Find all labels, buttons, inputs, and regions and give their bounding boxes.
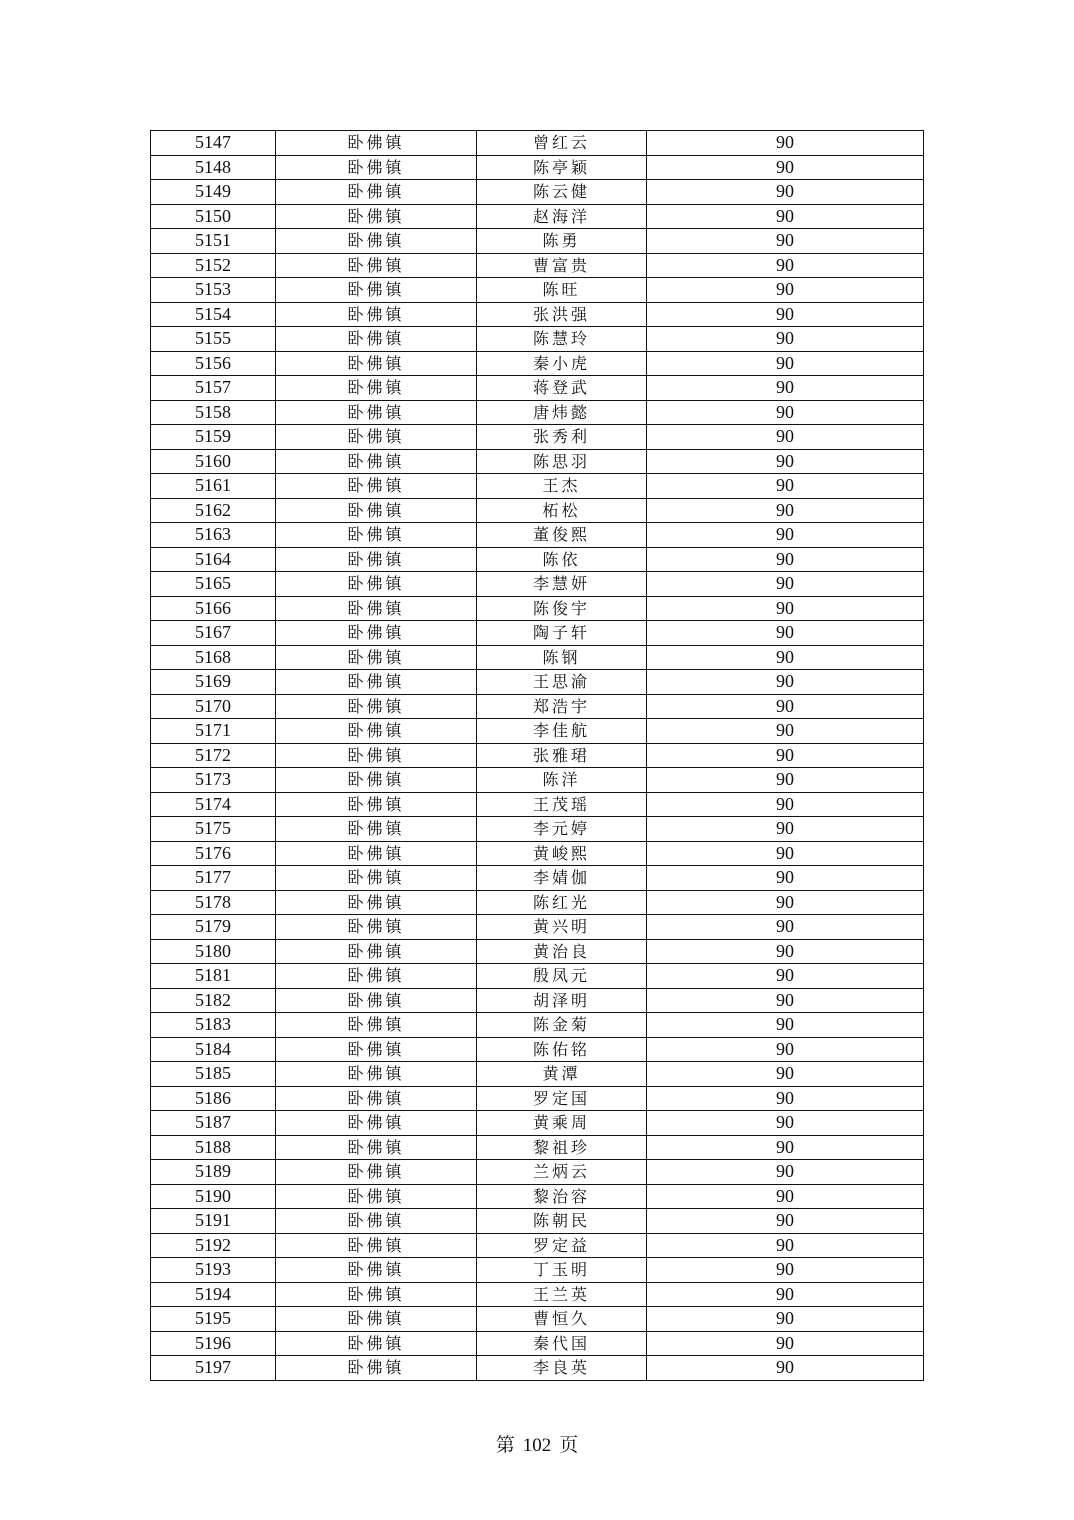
table-row: [151, 204, 924, 229]
name-cell: 胡泽明: [477, 988, 647, 1013]
town-cell: 卧佛镇: [276, 890, 477, 915]
name-cell: 陈朝民: [477, 1209, 647, 1234]
score-cell: 90: [647, 327, 924, 352]
table-row: [151, 596, 924, 621]
town-cell: 卧佛镇: [276, 939, 477, 964]
town-cell: 卧佛镇: [276, 694, 477, 719]
score-cell: 90: [647, 1307, 924, 1332]
serial-number-cell: 5180: [151, 939, 276, 964]
score-cell: 90: [647, 572, 924, 597]
serial-number-cell: 5195: [151, 1307, 276, 1332]
score-cell: 90: [647, 1013, 924, 1038]
name-cell: 丁玉明: [477, 1258, 647, 1283]
page-number: 102: [522, 1435, 552, 1456]
score-cell: 90: [647, 1111, 924, 1136]
score-cell: 90: [647, 964, 924, 989]
serial-number-cell: 5190: [151, 1184, 276, 1209]
serial-number-cell: 5153: [151, 278, 276, 303]
town-cell: 卧佛镇: [276, 547, 477, 572]
table-row: [151, 645, 924, 670]
serial-number-cell: 5186: [151, 1086, 276, 1111]
score-cell: 90: [647, 180, 924, 205]
table-row: [151, 180, 924, 205]
name-cell: 王思渝: [477, 670, 647, 695]
score-cell: 90: [647, 1086, 924, 1111]
table-row: [151, 939, 924, 964]
name-cell: 陈亭颖: [477, 155, 647, 180]
name-cell: 罗定国: [477, 1086, 647, 1111]
serial-number-cell: 5160: [151, 449, 276, 474]
score-cell: 90: [647, 939, 924, 964]
serial-number-cell: 5154: [151, 302, 276, 327]
serial-number-cell: 5157: [151, 376, 276, 401]
score-cell: 90: [647, 841, 924, 866]
town-cell: 卧佛镇: [276, 1062, 477, 1087]
table-row: [151, 817, 924, 842]
table-row: [151, 547, 924, 572]
name-cell: 李婧伽: [477, 866, 647, 891]
town-cell: 卧佛镇: [276, 523, 477, 548]
name-cell: 董俊熙: [477, 523, 647, 548]
serial-number-cell: 5176: [151, 841, 276, 866]
table-row: [151, 376, 924, 401]
town-cell: 卧佛镇: [276, 1282, 477, 1307]
score-cell: 90: [647, 131, 924, 156]
table-row: [151, 1160, 924, 1185]
serial-number-cell: 5161: [151, 474, 276, 499]
town-cell: 卧佛镇: [276, 376, 477, 401]
serial-number-cell: 5156: [151, 351, 276, 376]
town-cell: 卧佛镇: [276, 841, 477, 866]
name-cell: 秦代国: [477, 1331, 647, 1356]
table-row: [151, 425, 924, 450]
score-cell: 90: [647, 890, 924, 915]
serial-number-cell: 5150: [151, 204, 276, 229]
name-cell: 李良英: [477, 1356, 647, 1381]
score-cell: 90: [647, 1135, 924, 1160]
score-cell: 90: [647, 988, 924, 1013]
name-cell: 兰炳云: [477, 1160, 647, 1185]
serial-number-cell: 5159: [151, 425, 276, 450]
score-cell: 90: [647, 1037, 924, 1062]
score-cell: 90: [647, 449, 924, 474]
name-cell: 黎治容: [477, 1184, 647, 1209]
name-cell: 王杰: [477, 474, 647, 499]
table-row: [151, 229, 924, 254]
score-cell: 90: [647, 474, 924, 499]
table-row: [151, 449, 924, 474]
score-cell: 90: [647, 719, 924, 744]
serial-number-cell: 5173: [151, 768, 276, 793]
name-cell: 王茂瑶: [477, 792, 647, 817]
footer-suffix: 页: [559, 1435, 579, 1456]
name-cell: 陈佑铭: [477, 1037, 647, 1062]
serial-number-cell: 5169: [151, 670, 276, 695]
table-row: [151, 155, 924, 180]
score-cell: 90: [647, 1233, 924, 1258]
name-cell: 黄兴明: [477, 915, 647, 940]
table-row: [151, 327, 924, 352]
table-row: [151, 1307, 924, 1332]
town-cell: 卧佛镇: [276, 1184, 477, 1209]
serial-number-cell: 5147: [151, 131, 276, 156]
score-cell: 90: [647, 792, 924, 817]
score-cell: 90: [647, 866, 924, 891]
serial-number-cell: 5171: [151, 719, 276, 744]
town-cell: 卧佛镇: [276, 719, 477, 744]
score-cell: 90: [647, 229, 924, 254]
table-row: [151, 1233, 924, 1258]
roster-table-body: [151, 131, 924, 1381]
town-cell: 卧佛镇: [276, 327, 477, 352]
town-cell: 卧佛镇: [276, 1356, 477, 1381]
table-row: [151, 400, 924, 425]
name-cell: 赵海洋: [477, 204, 647, 229]
table-row: [151, 302, 924, 327]
table-row: [151, 131, 924, 156]
town-cell: 卧佛镇: [276, 302, 477, 327]
town-cell: 卧佛镇: [276, 1160, 477, 1185]
town-cell: 卧佛镇: [276, 204, 477, 229]
score-cell: 90: [647, 155, 924, 180]
town-cell: 卧佛镇: [276, 1013, 477, 1038]
score-cell: 90: [647, 1356, 924, 1381]
serial-number-cell: 5170: [151, 694, 276, 719]
name-cell: 陈红光: [477, 890, 647, 915]
name-cell: 黄峻熙: [477, 841, 647, 866]
name-cell: 陈洋: [477, 768, 647, 793]
name-cell: 李元婷: [477, 817, 647, 842]
table-row: [151, 866, 924, 891]
serial-number-cell: 5175: [151, 817, 276, 842]
table-row: [151, 1013, 924, 1038]
town-cell: 卧佛镇: [276, 572, 477, 597]
town-cell: 卧佛镇: [276, 1086, 477, 1111]
town-cell: 卧佛镇: [276, 1258, 477, 1283]
score-cell: 90: [647, 645, 924, 670]
town-cell: 卧佛镇: [276, 1135, 477, 1160]
table-row: [151, 1331, 924, 1356]
score-cell: 90: [647, 351, 924, 376]
name-cell: 陈云健: [477, 180, 647, 205]
table-row: [151, 1209, 924, 1234]
table-row: [151, 1258, 924, 1283]
score-cell: 90: [647, 302, 924, 327]
serial-number-cell: 5158: [151, 400, 276, 425]
table-row: [151, 621, 924, 646]
score-cell: 90: [647, 915, 924, 940]
town-cell: 卧佛镇: [276, 1307, 477, 1332]
town-cell: 卧佛镇: [276, 670, 477, 695]
serial-number-cell: 5196: [151, 1331, 276, 1356]
town-cell: 卧佛镇: [276, 743, 477, 768]
name-cell: 陈钢: [477, 645, 647, 670]
score-cell: 90: [647, 547, 924, 572]
score-cell: 90: [647, 1209, 924, 1234]
table-row: [151, 523, 924, 548]
town-cell: 卧佛镇: [276, 425, 477, 450]
table-row: [151, 743, 924, 768]
name-cell: 黄乘周: [477, 1111, 647, 1136]
town-cell: 卧佛镇: [276, 351, 477, 376]
name-cell: 罗定益: [477, 1233, 647, 1258]
table-row: [151, 890, 924, 915]
town-cell: 卧佛镇: [276, 621, 477, 646]
table-row: [151, 572, 924, 597]
score-cell: 90: [647, 1184, 924, 1209]
name-cell: 陈勇: [477, 229, 647, 254]
serial-number-cell: 5185: [151, 1062, 276, 1087]
serial-number-cell: 5149: [151, 180, 276, 205]
serial-number-cell: 5162: [151, 498, 276, 523]
town-cell: 卧佛镇: [276, 768, 477, 793]
score-cell: 90: [647, 694, 924, 719]
name-cell: 黄治良: [477, 939, 647, 964]
town-cell: 卧佛镇: [276, 400, 477, 425]
town-cell: 卧佛镇: [276, 1331, 477, 1356]
town-cell: 卧佛镇: [276, 1111, 477, 1136]
town-cell: 卧佛镇: [276, 180, 477, 205]
score-cell: 90: [647, 498, 924, 523]
name-cell: 陈依: [477, 547, 647, 572]
name-cell: 殷凤元: [477, 964, 647, 989]
name-cell: 陈思羽: [477, 449, 647, 474]
name-cell: 唐炜懿: [477, 400, 647, 425]
table-row: [151, 1062, 924, 1087]
serial-number-cell: 5167: [151, 621, 276, 646]
score-cell: 90: [647, 817, 924, 842]
serial-number-cell: 5179: [151, 915, 276, 940]
table-row: [151, 278, 924, 303]
serial-number-cell: 5188: [151, 1135, 276, 1160]
serial-number-cell: 5168: [151, 645, 276, 670]
table-row: [151, 1111, 924, 1136]
score-cell: 90: [647, 596, 924, 621]
serial-number-cell: 5181: [151, 964, 276, 989]
name-cell: 张雅珺: [477, 743, 647, 768]
name-cell: 秦小虎: [477, 351, 647, 376]
serial-number-cell: 5166: [151, 596, 276, 621]
score-cell: 90: [647, 1258, 924, 1283]
serial-number-cell: 5183: [151, 1013, 276, 1038]
town-cell: 卧佛镇: [276, 1037, 477, 1062]
town-cell: 卧佛镇: [276, 449, 477, 474]
table-row: [151, 474, 924, 499]
table-row: [151, 253, 924, 278]
serial-number-cell: 5178: [151, 890, 276, 915]
serial-number-cell: 5192: [151, 1233, 276, 1258]
table-row: [151, 1135, 924, 1160]
score-cell: 90: [647, 278, 924, 303]
score-cell: 90: [647, 670, 924, 695]
serial-number-cell: 5165: [151, 572, 276, 597]
serial-number-cell: 5194: [151, 1282, 276, 1307]
score-cell: 90: [647, 376, 924, 401]
town-cell: 卧佛镇: [276, 964, 477, 989]
table-row: [151, 498, 924, 523]
name-cell: 柘松: [477, 498, 647, 523]
table-row: [151, 1086, 924, 1111]
serial-number-cell: 5174: [151, 792, 276, 817]
score-cell: 90: [647, 1331, 924, 1356]
score-cell: 90: [647, 1282, 924, 1307]
town-cell: 卧佛镇: [276, 915, 477, 940]
score-cell: 90: [647, 1160, 924, 1185]
score-cell: 90: [647, 1062, 924, 1087]
name-cell: 曹富贵: [477, 253, 647, 278]
town-cell: 卧佛镇: [276, 645, 477, 670]
town-cell: 卧佛镇: [276, 817, 477, 842]
name-cell: 张洪强: [477, 302, 647, 327]
name-cell: 黄潭: [477, 1062, 647, 1087]
serial-number-cell: 5182: [151, 988, 276, 1013]
table-row: [151, 841, 924, 866]
serial-number-cell: 5172: [151, 743, 276, 768]
footer-prefix: 第: [495, 1435, 515, 1456]
town-cell: 卧佛镇: [276, 155, 477, 180]
town-cell: 卧佛镇: [276, 131, 477, 156]
serial-number-cell: 5164: [151, 547, 276, 572]
score-cell: 90: [647, 253, 924, 278]
table-row: [151, 670, 924, 695]
score-cell: 90: [647, 523, 924, 548]
score-cell: 90: [647, 743, 924, 768]
serial-number-cell: 5148: [151, 155, 276, 180]
town-cell: 卧佛镇: [276, 278, 477, 303]
name-cell: 王兰英: [477, 1282, 647, 1307]
table-row: [151, 964, 924, 989]
serial-number-cell: 5193: [151, 1258, 276, 1283]
score-cell: 90: [647, 204, 924, 229]
table-row: [151, 719, 924, 744]
town-cell: 卧佛镇: [276, 474, 477, 499]
table-row: [151, 1282, 924, 1307]
serial-number-cell: 5191: [151, 1209, 276, 1234]
score-cell: 90: [647, 425, 924, 450]
table-row: [151, 351, 924, 376]
serial-number-cell: 5177: [151, 866, 276, 891]
town-cell: 卧佛镇: [276, 253, 477, 278]
town-cell: 卧佛镇: [276, 866, 477, 891]
serial-number-cell: 5187: [151, 1111, 276, 1136]
serial-number-cell: 5189: [151, 1160, 276, 1185]
name-cell: 蒋登武: [477, 376, 647, 401]
name-cell: 郑浩宇: [477, 694, 647, 719]
name-cell: 曾红云: [477, 131, 647, 156]
town-cell: 卧佛镇: [276, 229, 477, 254]
town-cell: 卧佛镇: [276, 1233, 477, 1258]
name-cell: 曹恒久: [477, 1307, 647, 1332]
name-cell: 陈旺: [477, 278, 647, 303]
roster-table: [150, 130, 924, 1381]
score-cell: 90: [647, 621, 924, 646]
name-cell: 陈俊宇: [477, 596, 647, 621]
town-cell: 卧佛镇: [276, 596, 477, 621]
serial-number-cell: 5151: [151, 229, 276, 254]
score-cell: 90: [647, 400, 924, 425]
table-row: [151, 1037, 924, 1062]
name-cell: 李慧妍: [477, 572, 647, 597]
town-cell: 卧佛镇: [276, 792, 477, 817]
name-cell: 张秀利: [477, 425, 647, 450]
page-footer: [0, 1430, 1074, 1457]
score-cell: 90: [647, 768, 924, 793]
serial-number-cell: 5197: [151, 1356, 276, 1381]
table-row: [151, 915, 924, 940]
town-cell: 卧佛镇: [276, 1209, 477, 1234]
table-row: [151, 768, 924, 793]
name-cell: 李佳航: [477, 719, 647, 744]
town-cell: 卧佛镇: [276, 498, 477, 523]
table-row: [151, 792, 924, 817]
serial-number-cell: 5152: [151, 253, 276, 278]
serial-number-cell: 5163: [151, 523, 276, 548]
name-cell: 陶子轩: [477, 621, 647, 646]
table-row: [151, 694, 924, 719]
town-cell: 卧佛镇: [276, 988, 477, 1013]
name-cell: 陈慧玲: [477, 327, 647, 352]
serial-number-cell: 5184: [151, 1037, 276, 1062]
table-row: [151, 1184, 924, 1209]
table-row: [151, 988, 924, 1013]
name-cell: 陈金菊: [477, 1013, 647, 1038]
table-row: [151, 1356, 924, 1381]
name-cell: 黎祖珍: [477, 1135, 647, 1160]
serial-number-cell: 5155: [151, 327, 276, 352]
